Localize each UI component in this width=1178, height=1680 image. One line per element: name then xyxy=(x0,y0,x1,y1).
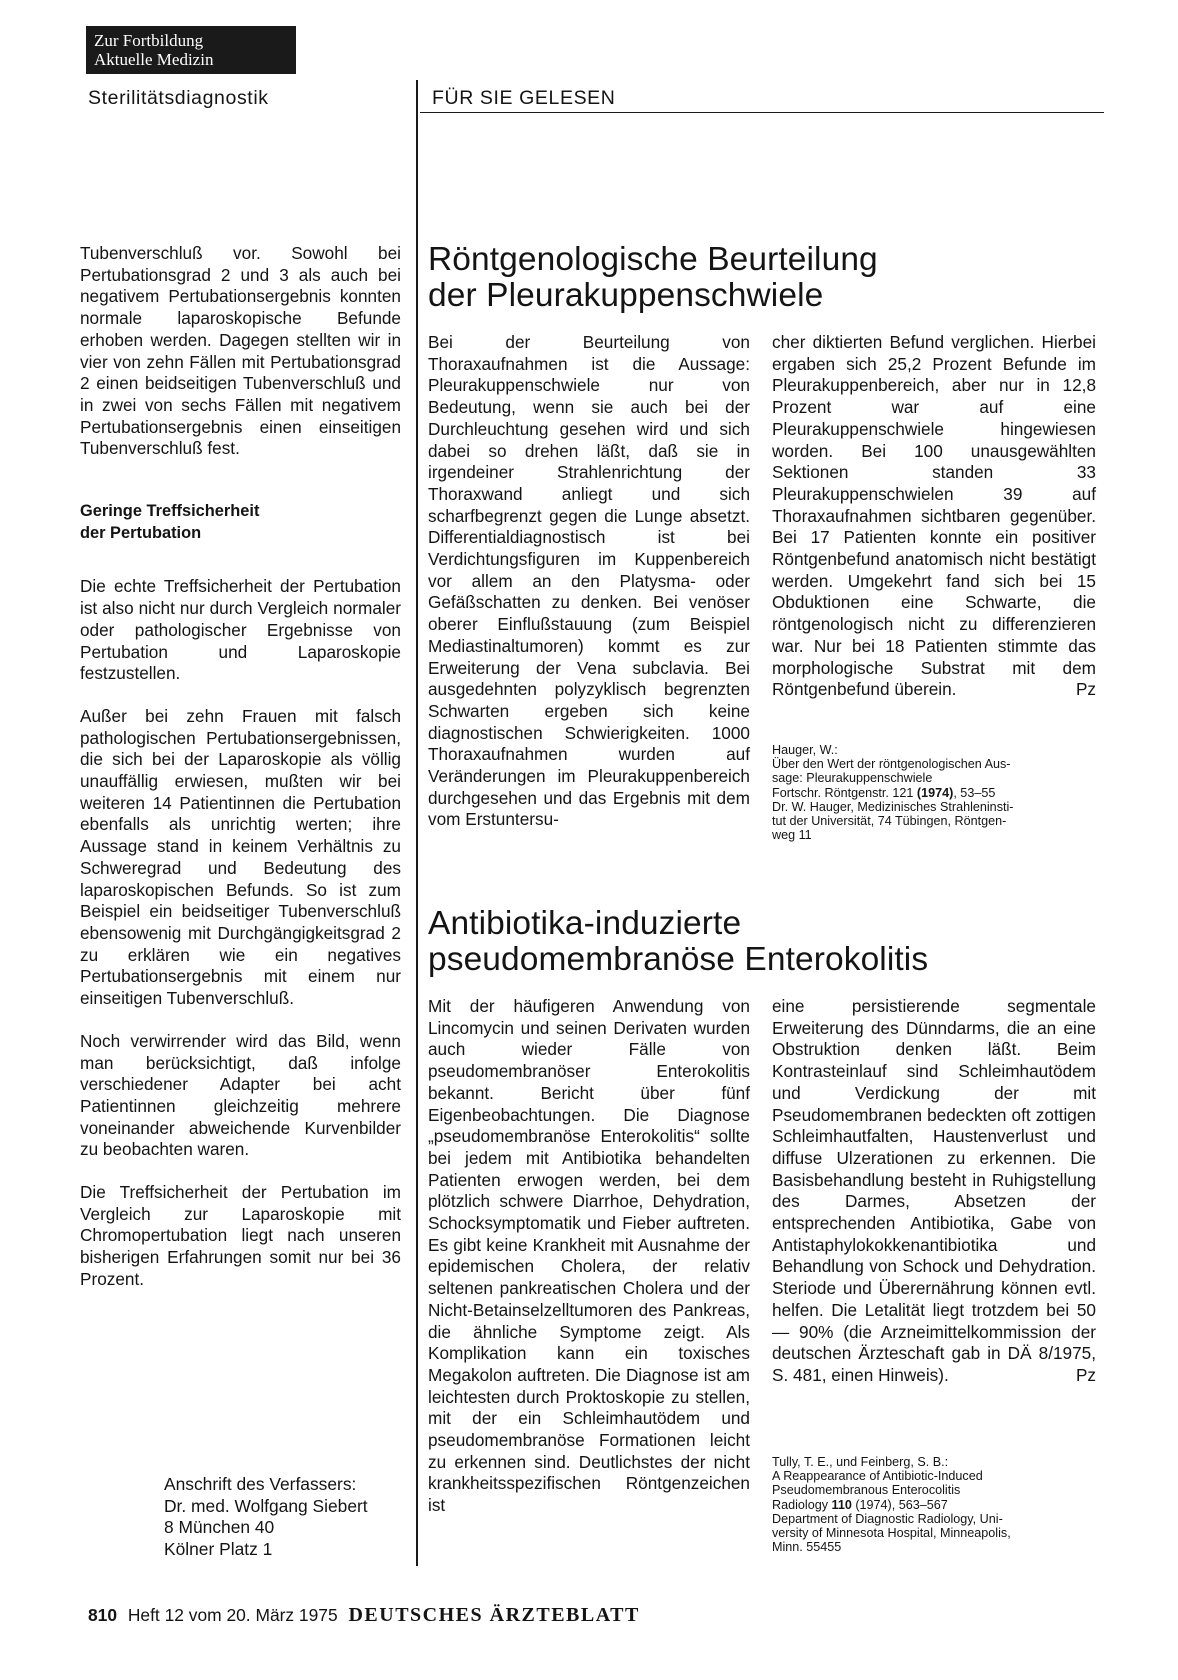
ref-2-line-5: Department of Diagnostic Radiology, Uni- xyxy=(772,1511,1003,1526)
address-line-3: 8 München 40 xyxy=(164,1517,275,1538)
ref-2-line-2: A Reappearance of Antibiotic-Induced xyxy=(772,1469,983,1484)
article-2-title-line-2: pseudomembranöse Enterokolitis xyxy=(428,941,929,978)
left-paragraph-3: Außer bei zehn Frauen mit falsch pathologischen Pertubationsergebnissen, die sich bei der Laparoskopie als völlig unauffällig erwiesen, mußten wir bei weiteren 14 Patientinnen die Pertubation ebenfalls als unrichtig werten; ihre Aussage stand in keinem Verhältnis zu Schweregrad und Bedeutung des laparoskopischen Befunds. So ist zum Beispiel ein beidseitiger Tubenverschluß ebensowenig mit Durchgängigkeitsgrad 2 zu erklären wie ein negatives Pertubationsergebnis mit einem nur einseitigen Tubenverschluß. xyxy=(80,705,401,1009)
ref-1-journal: Fortschr. Röntgenstr. 121 xyxy=(772,785,917,800)
article-1-text-2-body: cher diktierten Befund verglichen. Hierbei ergaben sich 25,2 Prozent Befunde im Pleurakuppenbereich, aber nur in 12,8 Prozent war auf eine Pleurakuppenschwiele hingewiesen worden. Bei 100 unausgewählten Sektionen standen 33 Pleurakuppenschwielen 39 auf Thoraxaufnahmen sichtbaren gegenüber. Bei 17 Patienten konnte ein positiver Röntgenbefund anatomisch nicht bestätigt werden. Umgekehrt fand sich bei 15 Obduktionen eine Schwarte, die röntgenologisch nicht zu differenzieren war. Nur bei 18 Patienten stimmte das morphologische Substrat mit dem Röntgenbefund überein. xyxy=(772,332,1096,700)
address-line-4: Kölner Platz 1 xyxy=(164,1539,273,1560)
article-2-reference xyxy=(772,1455,1011,1554)
ref-1-line-5: Dr. W. Hauger, Medizinisches Strahleninsti- xyxy=(772,799,1014,814)
badge-line-1: Zur Fortbildung xyxy=(94,31,204,50)
article-1-reference xyxy=(772,743,1013,842)
address-line-2: Dr. med. Wolfgang Siebert xyxy=(164,1495,368,1516)
ref-2-line-6: versity of Minnesota Hospital, Minneapolis, xyxy=(772,1526,1011,1541)
ref-2-line-7: Minn. 55455 xyxy=(772,1540,842,1555)
left-subheading xyxy=(80,501,401,544)
left-column xyxy=(80,243,401,1291)
ref-1-line-7: weg 11 xyxy=(772,828,812,843)
ref-1-line-2: Über den Wert der röntgenologischen Aus- xyxy=(772,757,1011,772)
article-2-signature: Pz xyxy=(1075,1364,1096,1385)
article-1-signature: Pz xyxy=(1075,679,1096,700)
article-2-title-line-1: Antibiotika-induzierte xyxy=(428,905,742,942)
page-footer xyxy=(88,1604,640,1627)
left-paragraph-4: Noch verwirrender wird das Bild, wenn man berücksichtigt, daß infolge verschiedener Adapter bei acht Patientinnen gleichzeitig mehrere voneinander abweichende Kurvenbilder zu beobachten waren. xyxy=(80,1030,401,1160)
issue-info: Heft 12 vom 20. März 1975 xyxy=(127,1605,338,1625)
ref-2-line-1: Tully, T. E., und Feinberg, S. B.: xyxy=(772,1455,949,1469)
article-1-text-1: Bei der Beurteilung von Thoraxaufnahmen ist die Aussage: Pleurakuppenschwiele nur von Bedeutung, wenn sie auch bei der Durchleuchtung gesehen wird und sich dabei so drehen läßt, daß sie in irgendeiner Strahlenrichtung der Thoraxwand anliegt und sich scharfbegrenzt gegen die Lunge absetzt. Differentialdiagnostisch ist bei Verdichtungsfiguren im Kuppenbereich vor allem an den Platysma- oder Gefäßschatten zu denken. Bei venöser oberer Einflußstauung (zum Beispiel Mediastinaltumoren) kommt es zur Erweiterung der Vena subclavia. Bei ausgedehnten polyzyklisch begrenzten Schwarten ergeben sich keine diagnostischen Schwierigkeiten. 1000 Thoraxaufnahmen wurden auf Veränderungen im Pleurakuppenbereich durchgesehen und das Ergebnis mit dem vom Erstuntersu- xyxy=(428,332,750,830)
article-1-column-1 xyxy=(428,332,750,831)
section-badge xyxy=(86,26,296,74)
ref-2-journal: Radiology xyxy=(772,1497,832,1512)
left-subheading-line-2: der Pertubation xyxy=(80,523,202,542)
left-section-header: Sterilitätsdiagnostik xyxy=(88,87,269,109)
article-2-column-2 xyxy=(772,996,1096,1387)
ref-2-line-3: Pseudomembranous Enterocolitis xyxy=(772,1483,961,1498)
badge-line-2: Aktuelle Medizin xyxy=(94,50,214,69)
ref-1-year: (1974) xyxy=(916,785,954,800)
address-line-1: Anschrift des Verfassers: xyxy=(164,1474,357,1494)
page-number: 810 xyxy=(88,1605,118,1625)
left-paragraph-2: Die echte Treffsicherheit der Pertubation ist also nicht nur durch Vergleich normaler oder pathologischer Ergebnisse von Pertubation und Laparoskopie festzustellen. xyxy=(80,576,401,684)
article-1-title-line-1: Röntgenologische Beurteilung xyxy=(428,241,878,278)
article-1-text-2 xyxy=(772,332,1096,701)
article-1-title xyxy=(428,242,878,314)
right-section-header: FÜR SIE GELESEN xyxy=(432,87,616,109)
left-paragraph-1: Tubenverschluß vor. Sowohl bei Pertubationsgrad 2 und 3 als auch bei negativem Pertubationsergebnis konnten normale laparoskopische Befunde erhoben werden. Dagegen stellten wir in vier von zehn Fällen mit Pertubationsgrad 2 einen beidseitigen Tubenverschluß und in zwei von sechs Fällen mit negativem Pertubationsergebnis einen einseitigen Tubenverschluß fest. xyxy=(80,243,401,459)
ref-1-line-4 xyxy=(772,786,1013,800)
left-subheading-line-1: Geringe Treffsicherheit xyxy=(80,502,260,521)
ref-1-pages: , 53–55 xyxy=(953,785,996,800)
ref-2-pages: (1974), 563–567 xyxy=(851,1497,948,1512)
article-2-text-2-body: eine persistierende segmentale Erweiterung des Dünndarms, die an eine Obstruktion denken läßt. Beim Kontrasteinlauf sind Schleimhautödem und Verdickung der mit Pseudomembranen bedeckten oft zottigen Schleimhautfalten, Haustenverlust und diffuse Ulzerationen zu erkennen. Die Basisbehandlung besteht in Ruhigstellung des Darmes, Absetzen der entsprechenden Antibiotika, Gabe von Antistaphylokokkenantibiotika und Behandlung von Schock und Dehydration. Steriode und Überernährung können evtl. helfen. Die Letalität liegt trotzdem bei 50 — 90% (die Arzneimittelkommission der deutschen Ärzteschaft gab in DÄ 8/1975, S. 481, einen Hinweis). xyxy=(772,996,1096,1385)
ref-1-line-3: sage: Pleurakuppenschwiele xyxy=(772,771,933,786)
article-2-column-1 xyxy=(428,996,750,1517)
journal-name: DEUTSCHES ÄRZTEBLATT xyxy=(348,1604,640,1626)
article-2-text-2 xyxy=(772,996,1096,1387)
header-rule xyxy=(420,112,1104,113)
ref-1-line-6: tut der Universität, 74 Tübingen, Röntgen- xyxy=(772,814,1007,829)
article-1-title-line-2: der Pleurakuppenschwiele xyxy=(428,277,824,314)
author-address xyxy=(164,1474,368,1561)
left-paragraph-5: Die Treffsicherheit der Pertubation im Vergleich zur Laparoskopie mit Chromopertubation liegt nach unseren bisherigen Erfahrungen somit nur bei 36 Prozent. xyxy=(80,1182,401,1289)
article-1-column-2 xyxy=(772,332,1096,701)
ref-1-line-1: Hauger, W.: xyxy=(772,743,838,757)
article-2-title xyxy=(428,906,928,978)
ref-2-line-4 xyxy=(772,1498,1011,1512)
ref-2-volume: 110 xyxy=(831,1497,852,1512)
column-divider xyxy=(416,80,418,1566)
article-2-text-1: Mit der häufigeren Anwendung von Lincomycin und seinen Derivaten wurden auch wieder Fälle von pseudomembranöser Enterokolitis bekannt. Bericht über fünf Eigenbeobachtungen. Die Diagnose „pseudomembranöse Enterokolitis“ sollte bei jedem mit Antibiotika behandelten Patienten erwogen werden, bei dem plötzlich schwere Diarrhoe, Dehydration, Schocksymptomatik und Fieber auftreten. Es gibt keine Krankheit mit Ausnahme der epidemischen Cholera, der relativ seltenen pankreatischen Cholera und der Nicht-Betainselzelltumoren des Pankreas, die ähnliche Symptome zeigt. Als Komplikation kann ein toxisches Megakolon auftreten. Die Diagnose ist am leichtesten durch Proktoskopie zu stellen, mit der ein Schleimhautödem und pseudomembranöse Formationen leicht zu erkennen sind. Deutlichstes der nicht krankheitsspezifischen Röntgenzeichen ist xyxy=(428,996,750,1516)
